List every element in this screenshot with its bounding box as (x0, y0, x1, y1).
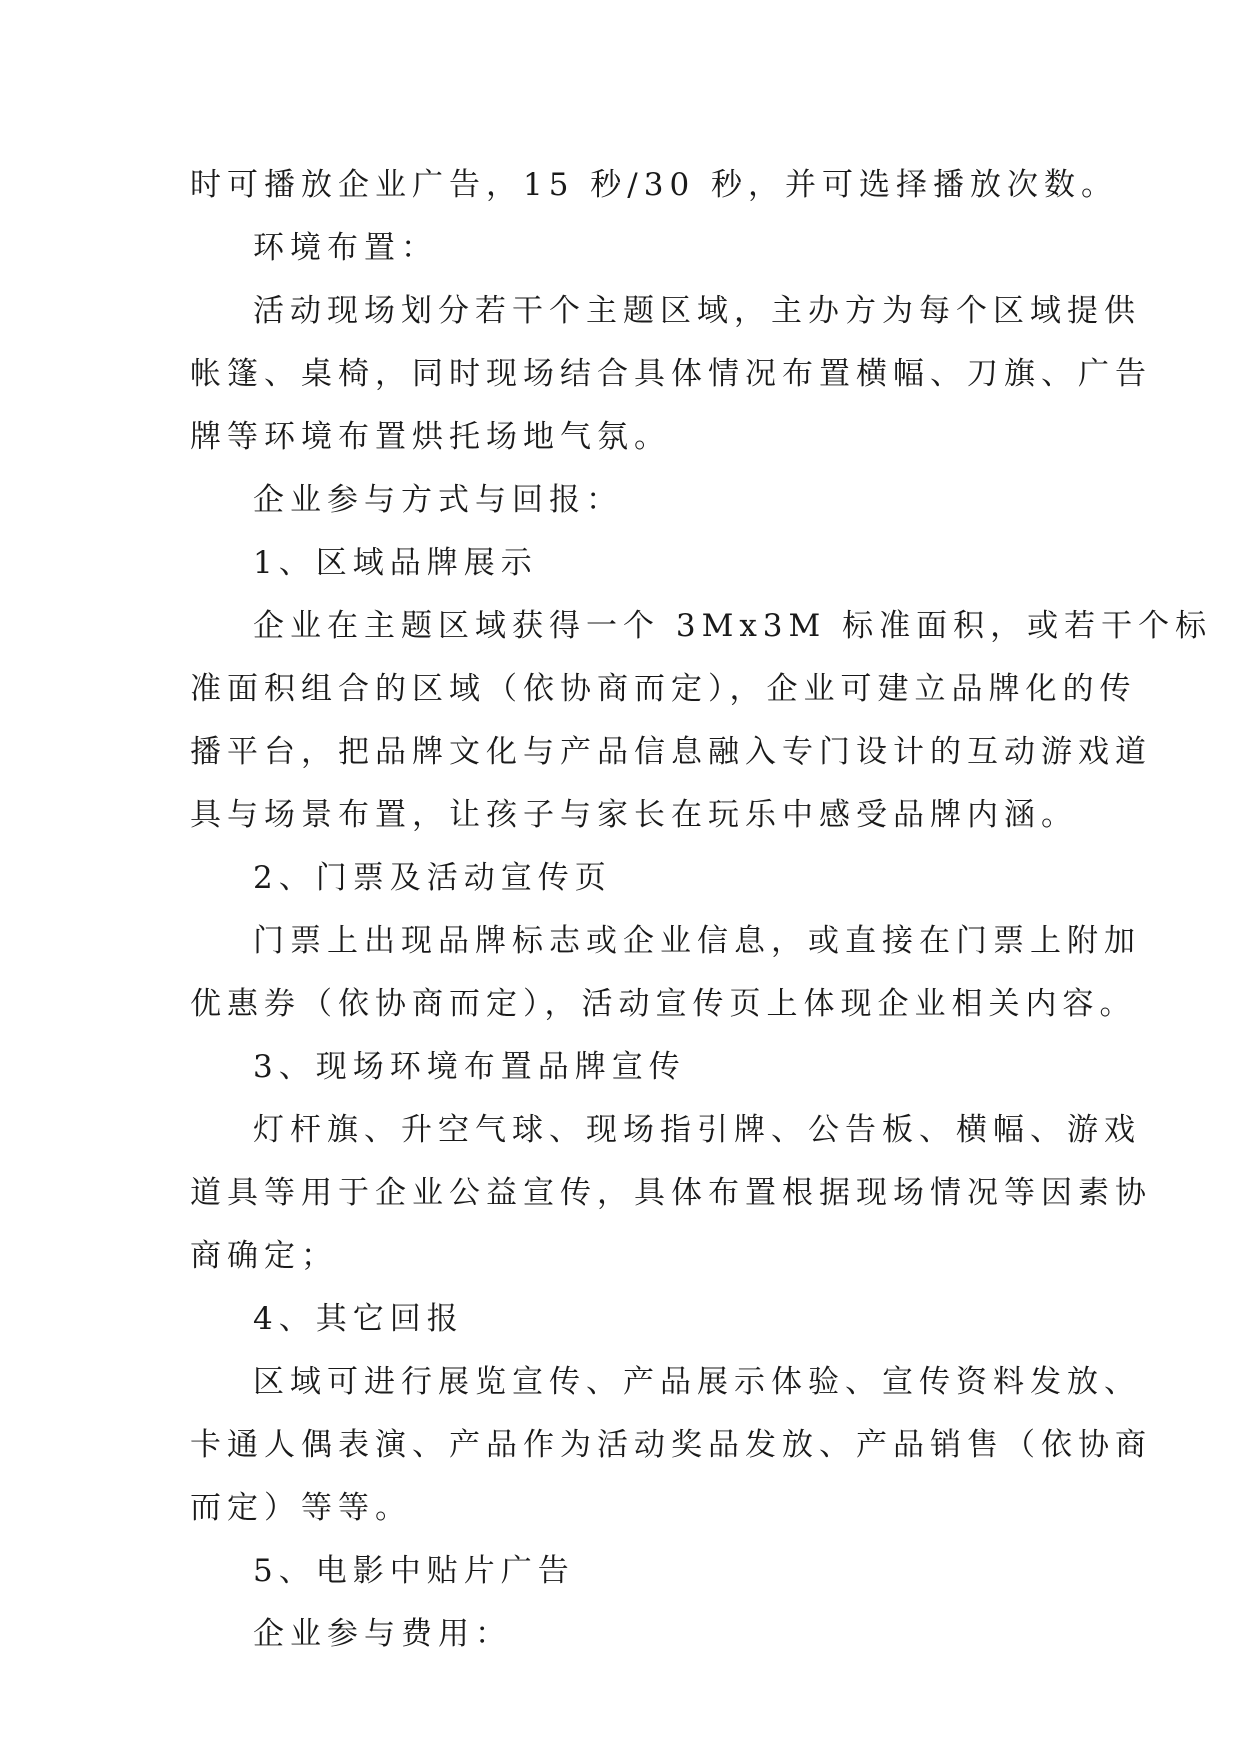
body-line: 时可播放企业广告，15 秒/30 秒，并可选择播放次数。 (190, 167, 1119, 203)
body-line: 播平台，把品牌文化与产品信息融入专门设计的互动游戏道 (190, 734, 1152, 770)
paragraph-first-line: 活动现场划分若干个主题区域，主办方为每个区域提供 (253, 293, 1141, 329)
paragraph-first-line: 灯杆旗、升空气球、现场指引牌、公告板、横幅、游戏 (253, 1112, 1141, 1148)
body-line: 帐篷、桌椅，同时现场结合具体情况布置横幅、刀旗、广告 (190, 356, 1152, 392)
section-heading: 企业参与方式与回报： (253, 482, 623, 518)
body-line: 卡通人偶表演、产品作为活动奖品发放、产品销售（依协商 (190, 1427, 1152, 1463)
list-item-heading: 1、区域品牌展示 (253, 545, 538, 581)
section-heading: 企业参与费用： (253, 1616, 512, 1652)
list-item-heading: 4、其它回报 (253, 1301, 464, 1337)
body-line: 准面积组合的区域（依协商而定），企业可建立品牌化的传 (190, 671, 1137, 707)
list-item-heading: 2、门票及活动宣传页 (253, 860, 612, 896)
body-line: 牌等环境布置烘托场地气氛。 (190, 419, 671, 455)
body-line: 而定）等等。 (190, 1490, 412, 1526)
body-line: 商确定； (190, 1238, 338, 1274)
section-heading: 环境布置： (253, 230, 438, 266)
paragraph-first-line: 门票上出现品牌标志或企业信息，或直接在门票上附加 (253, 923, 1141, 959)
body-line: 优惠券（依协商而定），活动宣传页上体现企业相关内容。 (190, 986, 1137, 1022)
list-item-heading: 5、电影中贴片广告 (253, 1553, 575, 1589)
list-item-heading: 3、现场环境布置品牌宣传 (253, 1049, 686, 1085)
paragraph-first-line: 区域可进行展览宣传、产品展示体验、宣传资料发放、 (253, 1364, 1141, 1400)
paragraph-first-line: 企业在主题区域获得一个 3Mx3M 标准面积，或若干个标 (253, 608, 1213, 644)
body-line: 具与场景布置，让孩子与家长在玩乐中感受品牌内涵。 (190, 797, 1078, 833)
body-line: 道具等用于企业公益宣传，具体布置根据现场情况等因素协 (190, 1175, 1152, 1211)
